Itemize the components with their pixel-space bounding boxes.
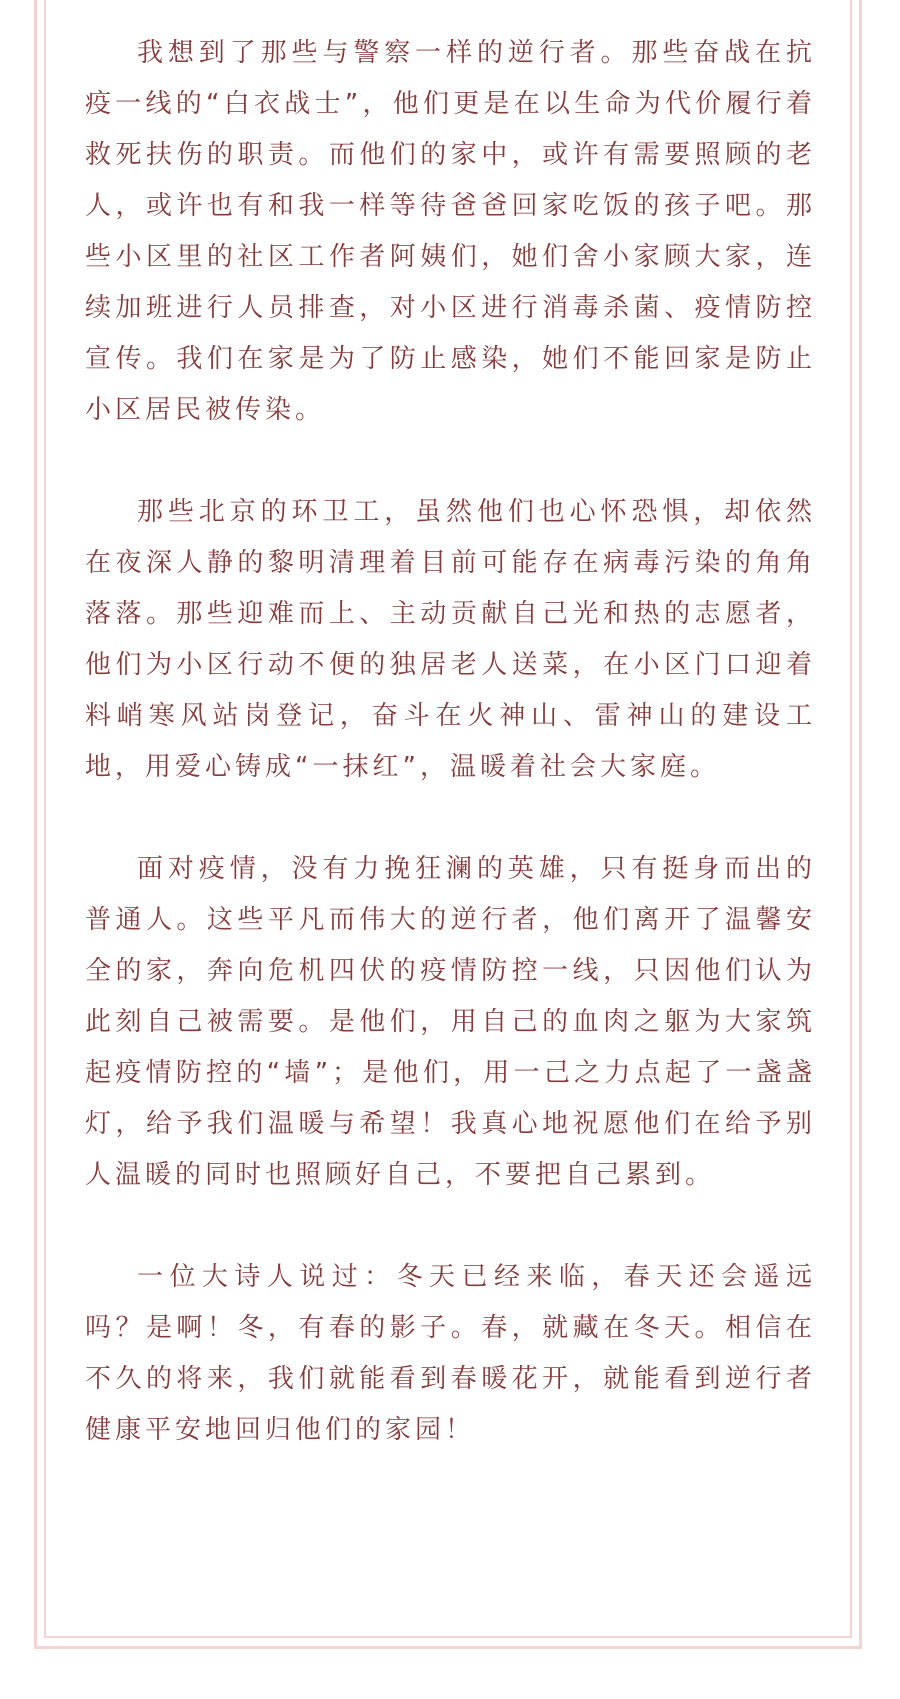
article-paragraph-3: 面对疫情，没有力挽狂澜的英雄，只有挺身而出的普通人。这些平凡而伟大的逆行者，他们离开了温馨安全的家，奔向危机四伏的疫情防控一线，只因他们认为此刻自己被需要。是他们，用自己的血肉之躯为大家筑起疫情防控的“墙”；是他们，用一己之力点起了一盏盏灯，给予我们温暖与希望！我真心地祝愿他们在给予别人温暖的同时也照顾好自己，不要把自己累到。 <box>85 854 816 1190</box>
article-paragraph-4: 一位大诗人说过：冬天已经来临，春天还会遥远吗？是啊！冬，有春的影子。春，就藏在冬天。相信在不久的将来，我们就能看到春暖花开，就能看到逆行者健康平安地回归他们的家园！ <box>85 1262 816 1445</box>
article-paragraph-2: 那些北京的环卫工，虽然他们也心怀恐惧，却依然在夜深人静的黎明清理着目前可能存在病毒污染的角角落落。那些迎难而上、主动贡献自己光和热的志愿者，他们为小区行动不便的独居老人送菜，在小区门口迎着料峭寒风站岗登记，奋斗在火神山、雷神山的建设工地，用爱心铸成“一抹红”，温暖着社会大家庭。 <box>85 497 816 782</box>
article-paragraph-1: 我想到了那些与警察一样的逆行者。那些奋战在抗疫一线的“白衣战士”，他们更是在以生命为代价履行着救死扶伤的职责。而他们的家中，或许有需要照顾的老人，或许也有和我一样等待爸爸回家吃饭的孩子吧。那些小区里的社区工作者阿姨们，她们舍小家顾大家，连续加班进行人员排查，对小区进行消毒杀菌、疫情防控宣传。我们在家是为了防止感染，她们不能回家是防止小区居民被传染。 <box>85 38 816 425</box>
article-body <box>85 28 816 1507</box>
